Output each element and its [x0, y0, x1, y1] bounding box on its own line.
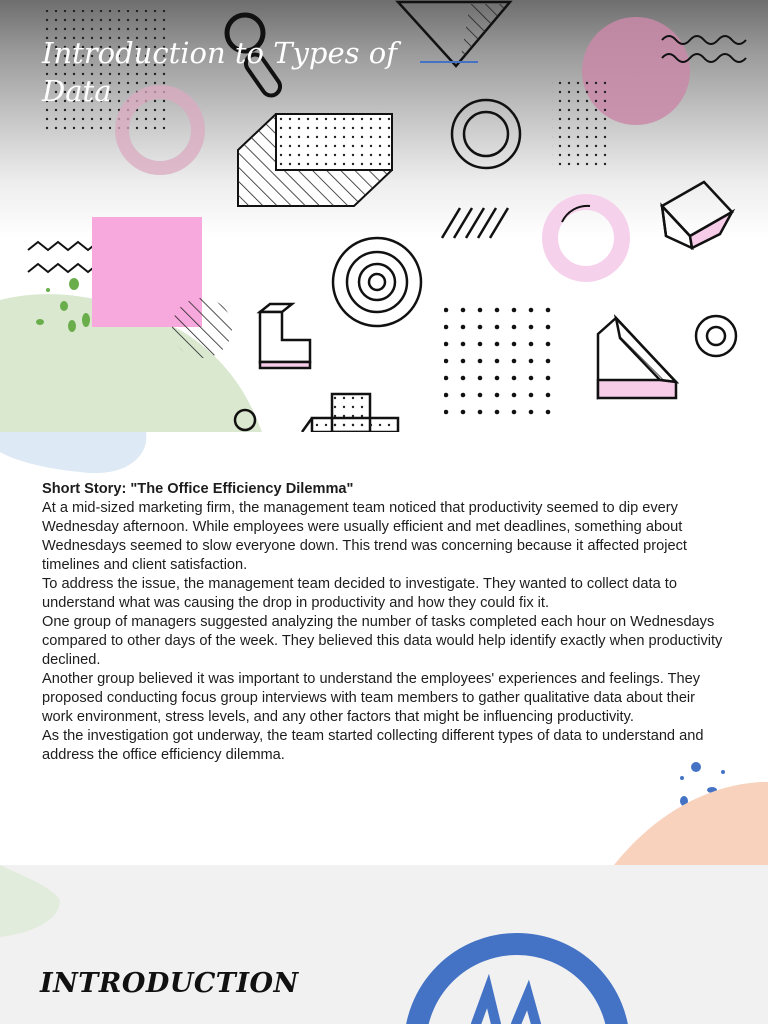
green-blob [0, 865, 60, 937]
story-paragraph: At a mid-sized marketing firm, the management team noticed that productivity seemed to dip every Wednesday afternoon. While employees were usually efficient and met deadlines, something about Wednesdays seemed to slow everyone down. This trend was concerning because it affected project timelines and client satisfaction. [42, 500, 687, 573]
introduction-section [0, 865, 768, 1024]
story-section [42, 480, 726, 765]
story-heading: Short Story: "The Office Efficiency Dilemma" [42, 481, 354, 497]
story-paragraph: To address the issue, the management team decided to investigate. They wanted to collect data to understand what was causing the drop in productivity and how they could fix it. [42, 576, 677, 611]
page-title: Introduction to Types of Data [42, 36, 397, 108]
story-paragraph: One group of managers suggested analyzing the number of tasks completed each hour on Wednesdays compared to other days of the week. They believed this data would help identify exactly when productivity declined. [42, 614, 723, 668]
peach-blob [614, 782, 768, 865]
wave-mark-icon [476, 991, 536, 1024]
story-paragraph: Another group believed it was important to understand the employees' experiences and feelings. They proposed conducting focus group interviews with team members to gather qualitative data about their work environment, stress levels, and any other factors that might be influencing productivity. [42, 671, 701, 725]
light-blue-blob [0, 432, 146, 473]
section-heading: INTRODUCTION [40, 968, 299, 999]
story-paragraph: As the investigation got underway, the team started collecting different types of data to understand and address the office efficiency dilemma. [42, 728, 704, 763]
bottom-decoration [0, 865, 768, 1024]
